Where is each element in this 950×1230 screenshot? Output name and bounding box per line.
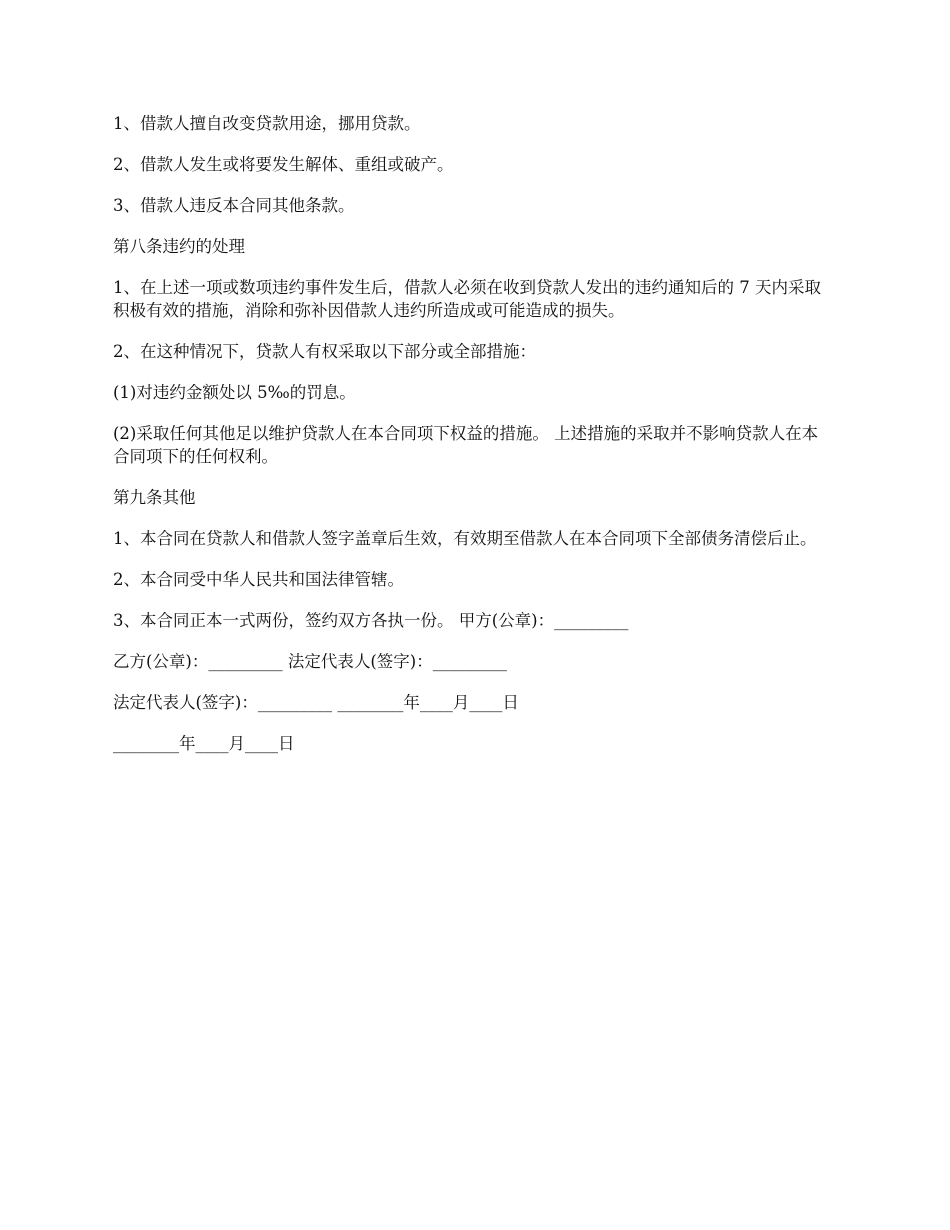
article-9-item-3: 3、本合同正本一式两份，签约双方各执一份。 甲方(公章)：_________	[113, 611, 629, 630]
document-body	[113, 112, 833, 773]
article-9-item-1: 1、本合同在贷款人和借款人签字盖章后生效，有效期至借款人在本合同项下全部债务清偿后止。	[113, 529, 817, 548]
article-8-item-1: 1、在上述一项或数项违约事件发生后，借款人必须在收到贷款人发出的违约通知后的 7 天内采取积极有效的措施，消除和弥补因借款人违约所造成或可能造成的损失。	[113, 278, 821, 320]
clause-1-text: 1、借款人擅自改变贷款用途，挪用贷款。	[113, 114, 421, 133]
article-8-item-2: 2、在这种情况下，贷款人有权采取以下部分或全部措施：	[113, 342, 536, 361]
clause-2-text: 2、借款人发生或将要发生解体、重组或破产。	[113, 155, 454, 174]
signature-line-party-b: 乙方(公章)：_________ 法定代表人(签字)：_________	[113, 652, 507, 671]
signature-line-legal-rep: 法定代表人(签字)：_________ ________年____月____日	[113, 693, 519, 712]
article-8-subitem-1: (1)对违约金额处以 5‰的罚息。	[113, 383, 356, 402]
clause-3-text: 3、借款人违反本合同其他条款。	[113, 196, 355, 215]
article-9-item-2: 2、本合同受中华人民共和国法律管辖。	[113, 570, 404, 589]
article-8-heading: 第八条违约的处理	[113, 237, 245, 256]
article-9-heading: 第九条其他	[113, 488, 196, 507]
article-8-subitem-2: (2)采取任何其他足以维护贷款人在本合同项下权益的措施。 上述措施的采取并不影响贷款人在本合同项下的任何权利。	[113, 424, 819, 466]
signature-date-line: ________年____月____日	[113, 734, 295, 753]
